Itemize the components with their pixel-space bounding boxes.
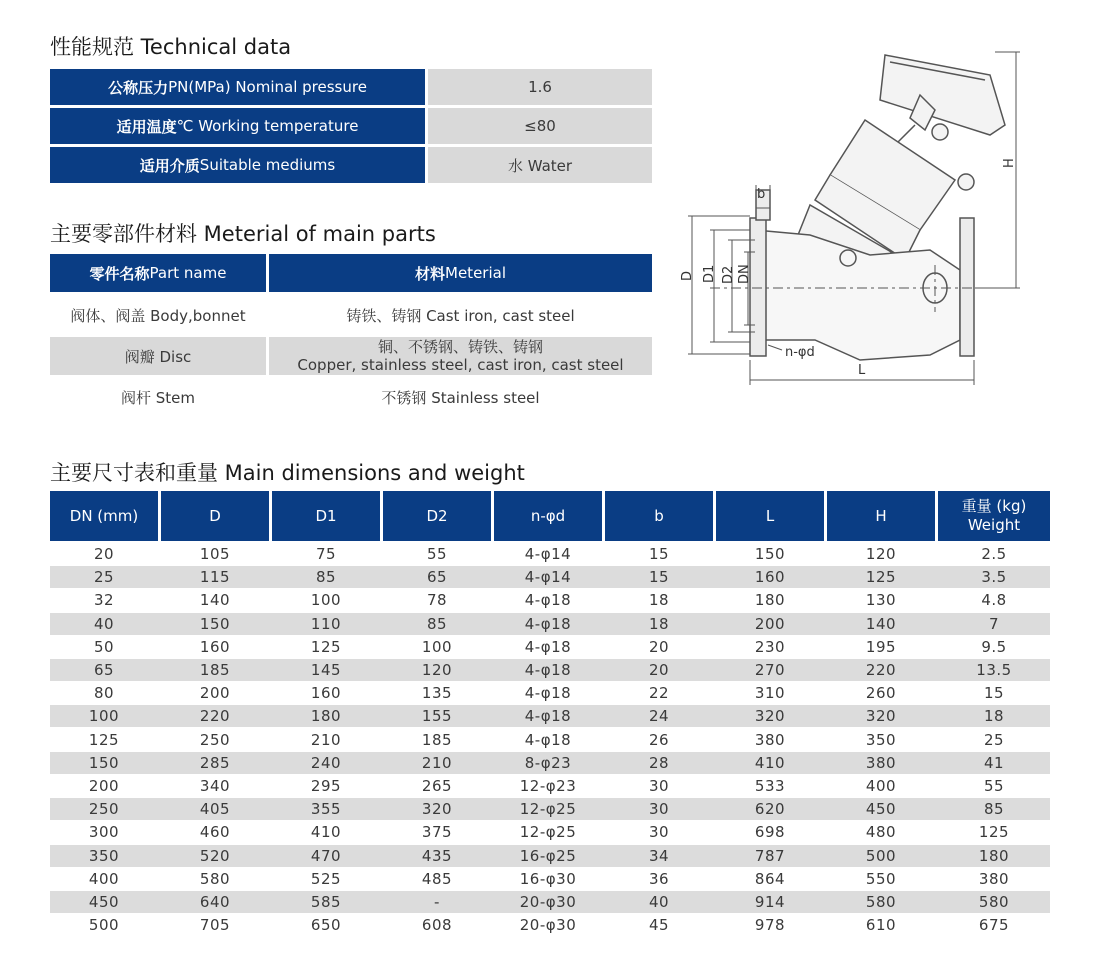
cell-l: 320 [754, 707, 786, 726]
cell-l: 200 [754, 614, 786, 633]
material-disc [269, 337, 652, 375]
col-header-d2: D2 [383, 491, 491, 541]
cell-d1: 75 [315, 545, 337, 563]
cell-weight: 25 [983, 730, 1005, 749]
col-header-weight-cn: 重量 (kg) [961, 497, 1027, 515]
technical-title: 性能规范 Technical data [50, 35, 292, 59]
cell-b: 26 [648, 730, 670, 749]
table-row [50, 589, 1050, 611]
cell-weight: 13.5 [976, 661, 1012, 679]
cell-dn: 25 [93, 568, 115, 587]
cell-weight: 9.5 [981, 637, 1007, 656]
table-row [50, 566, 1050, 588]
cell-d2: 120 [421, 661, 453, 679]
cell-weight: 380 [978, 869, 1010, 888]
cell-d: 705 [199, 916, 231, 935]
cell-d1: 525 [310, 869, 342, 888]
cell-l: 230 [754, 637, 786, 656]
material-header [269, 254, 652, 292]
cell-d2: 210 [421, 753, 453, 772]
temperature-label-en: ℃ Working temperature [176, 117, 359, 135]
cell-b: 18 [648, 614, 670, 633]
table-row [50, 659, 1050, 681]
cell-d2: 320 [421, 800, 453, 819]
cell-nd: 12-φ25 [519, 800, 577, 819]
cell-dn: 350 [88, 846, 120, 865]
cell-weight: 41 [983, 753, 1005, 772]
cell-d: 160 [199, 637, 231, 656]
cell-dn: 500 [88, 916, 120, 935]
table-row [50, 752, 1050, 774]
cell-d2: 135 [421, 684, 453, 703]
cell-l: 787 [754, 846, 786, 865]
cell-weight: 7 [988, 614, 1000, 633]
cell-b: 30 [648, 800, 670, 819]
cell-weight: 85 [983, 800, 1005, 819]
cell-weight: 180 [978, 846, 1010, 865]
cell-h: 400 [865, 777, 897, 795]
cell-h: 130 [865, 591, 897, 610]
table-row [50, 729, 1050, 751]
medium-value: 水 Water [428, 147, 652, 183]
cell-d1: 295 [310, 777, 342, 795]
col-header-l: L [716, 491, 824, 541]
material-disc-en: Copper, stainless steel, cast iron, cast steel [297, 356, 624, 374]
cell-d1: 145 [310, 661, 342, 679]
cell-d2: 78 [426, 591, 448, 610]
table-row [50, 891, 1050, 913]
dim-label-D: D [680, 270, 695, 281]
cell-dn: 125 [88, 730, 120, 749]
table-row [50, 613, 1050, 635]
cell-d: 185 [199, 661, 231, 679]
col-header-weight [938, 491, 1050, 541]
cell-d2: 55 [426, 545, 448, 563]
cell-d1: 85 [315, 568, 337, 587]
cell-d: 460 [199, 823, 231, 842]
cell-d: 580 [199, 869, 231, 888]
cell-d: 140 [199, 591, 231, 610]
dim-label-D2: D2 [721, 265, 736, 284]
cell-nd: 20-φ30 [519, 893, 577, 911]
cell-nd: 4-φ14 [524, 545, 572, 563]
cell-l: 410 [754, 753, 786, 772]
cell-l: 978 [754, 916, 786, 935]
cell-d2: 608 [421, 916, 453, 935]
cell-d2: 85 [426, 614, 448, 633]
pressure-label [50, 69, 425, 105]
cell-h: 380 [865, 753, 897, 772]
cell-nd: 4-φ18 [524, 637, 572, 656]
table-row [50, 775, 1050, 797]
cell-h: 120 [865, 545, 897, 563]
table-row [50, 821, 1050, 843]
col-header-h: H [827, 491, 935, 541]
table-row [50, 845, 1050, 867]
cell-nd: 4-φ14 [524, 568, 572, 587]
table-row [50, 798, 1050, 820]
cell-nd: 8-φ23 [524, 753, 572, 772]
cell-d: 115 [199, 568, 231, 587]
dim-label-D1: D1 [702, 264, 717, 283]
table-row [50, 682, 1050, 704]
cell-nd: 4-φ18 [524, 730, 572, 749]
cell-d1: 180 [310, 707, 342, 726]
cell-weight: 55 [983, 777, 1005, 795]
col-header-d1: D1 [272, 491, 380, 541]
cell-weight: 2.5 [981, 545, 1007, 563]
cell-weight: 675 [978, 916, 1010, 935]
cell-nd: 16-φ30 [519, 869, 577, 888]
cell-l: 698 [754, 823, 786, 842]
material-stem: 不锈钢 Stainless steel [381, 388, 540, 407]
part-name-header-cn: 零件名称 [89, 264, 150, 283]
cell-l: 864 [754, 869, 786, 888]
cell-l: 160 [754, 568, 786, 587]
cell-dn: 65 [93, 661, 115, 679]
cell-l: 914 [754, 893, 786, 911]
cell-d1: 355 [310, 800, 342, 819]
cell-b: 30 [648, 777, 670, 795]
cell-dn: 300 [88, 823, 120, 842]
temperature-label-cn: 适用温度 [116, 117, 177, 136]
cell-h: 450 [865, 800, 897, 819]
cell-dn: 50 [93, 637, 115, 656]
cell-nd: 4-φ18 [524, 707, 572, 726]
medium-label-en: Suitable mediums [199, 156, 336, 174]
cell-l: 620 [754, 800, 786, 819]
table-row [50, 914, 1050, 936]
cell-l: 180 [754, 591, 786, 610]
cell-dn: 40 [93, 614, 115, 633]
cell-h: 350 [865, 730, 897, 749]
part-stem: 阀杆 Stem [120, 388, 195, 407]
col-header-weight-en: Weight [967, 516, 1021, 534]
cell-nd: 4-φ18 [524, 591, 572, 610]
cell-b: 15 [648, 545, 670, 563]
table-row [50, 705, 1050, 727]
cell-b: 45 [648, 916, 670, 935]
cell-d1: 650 [310, 916, 342, 935]
cell-b: 20 [648, 661, 670, 679]
cell-dn: 32 [93, 591, 115, 610]
part-name-header-en: Part name [149, 264, 227, 282]
cell-d: 405 [199, 800, 231, 819]
dim-label-nd: n-φd [785, 345, 815, 360]
cell-d2: 155 [421, 707, 453, 726]
col-header-b: b [605, 491, 713, 541]
cell-weight: 18 [983, 707, 1005, 726]
dim-label-b: b [757, 187, 766, 202]
cell-dn: 150 [88, 753, 120, 772]
col-header-dn: DN (mm) [50, 491, 158, 541]
cell-h: 550 [865, 869, 897, 888]
material-header-en: Meterial [445, 264, 506, 282]
part-disc: 阀瓣 Disc [50, 337, 266, 375]
cell-h: 125 [865, 568, 897, 587]
cell-b: 34 [648, 846, 670, 865]
cell-l: 270 [754, 661, 786, 679]
cell-nd: 12-φ25 [519, 823, 577, 842]
pressure-label-en: PN(MPa) Nominal pressure [168, 78, 367, 96]
cell-d2: 65 [426, 568, 448, 587]
col-header-d: D [161, 491, 269, 541]
cell-d: 340 [199, 777, 231, 795]
cell-d1: 160 [310, 684, 342, 703]
cell-b: 30 [648, 823, 670, 842]
cell-h: 610 [865, 916, 897, 935]
cell-l: 533 [754, 777, 786, 795]
material-body-bonnet: 铸铁、铸钢 Cast iron, cast steel [346, 306, 575, 325]
cell-d1: 585 [310, 893, 342, 911]
cell-d1: 210 [310, 730, 342, 749]
cell-d2: - [434, 893, 440, 911]
cell-d1: 110 [310, 614, 342, 633]
cell-b: 22 [648, 684, 670, 703]
cell-weight: 580 [978, 893, 1010, 911]
cell-d2: 185 [421, 730, 453, 749]
cell-d2: 265 [421, 777, 453, 795]
cell-h: 260 [865, 684, 897, 703]
cell-d2: 485 [421, 869, 453, 888]
cell-h: 480 [865, 823, 897, 842]
cell-dn: 400 [88, 869, 120, 888]
cell-b: 18 [648, 591, 670, 610]
cell-d: 150 [199, 614, 231, 633]
cell-nd: 4-φ18 [524, 661, 572, 679]
table-row [50, 636, 1050, 658]
temperature-label [50, 108, 425, 144]
dim-label-DN: DN [737, 264, 752, 284]
dim-label-L: L [858, 363, 866, 378]
cell-nd: 4-φ18 [524, 614, 572, 633]
cell-d: 220 [199, 707, 231, 726]
cell-l: 150 [754, 545, 786, 563]
cell-d2: 100 [421, 637, 453, 656]
cell-b: 24 [648, 707, 670, 726]
cell-weight: 3.5 [981, 568, 1007, 587]
cell-d1: 100 [310, 591, 342, 610]
cell-h: 580 [865, 893, 897, 911]
pressure-label-cn: 公称压力 [108, 78, 169, 97]
cell-weight: 4.8 [981, 591, 1007, 610]
part-body-bonnet: 阀体、阀盖 Body,bonnet [70, 306, 246, 325]
cell-d1: 240 [310, 753, 342, 772]
cell-h: 320 [865, 707, 897, 726]
valve-diagram [670, 40, 1030, 400]
part-name-header [50, 254, 266, 292]
medium-label-cn: 适用介质 [139, 156, 200, 175]
material-header-cn: 材料 [415, 264, 446, 283]
table-row [50, 868, 1050, 890]
cell-nd: 4-φ18 [524, 684, 572, 703]
cell-dn: 450 [88, 893, 120, 911]
medium-label [50, 147, 425, 183]
cell-b: 20 [648, 637, 670, 656]
cell-d2: 435 [421, 846, 453, 865]
cell-d: 105 [199, 545, 231, 563]
cell-dn: 200 [88, 777, 120, 795]
cell-d: 250 [199, 730, 231, 749]
cell-nd: 12-φ23 [519, 777, 577, 795]
material-disc-cn: 铜、不锈钢、铸铁、铸钢 [377, 338, 543, 356]
cell-d: 200 [199, 684, 231, 703]
cell-d1: 410 [310, 823, 342, 842]
cell-b: 36 [648, 869, 670, 888]
cell-weight: 15 [983, 684, 1005, 703]
cell-b: 40 [648, 893, 670, 911]
cell-h: 500 [865, 846, 897, 865]
cell-nd: 20-φ30 [519, 916, 577, 935]
cell-d: 520 [199, 846, 231, 865]
cell-dn: 100 [88, 707, 120, 726]
cell-b: 28 [648, 753, 670, 772]
cell-l: 380 [754, 730, 786, 749]
dim-label-H: H [1002, 158, 1017, 168]
cell-dn: 20 [93, 545, 115, 563]
cell-h: 195 [865, 637, 897, 656]
cell-d: 285 [199, 753, 231, 772]
cell-b: 15 [648, 568, 670, 587]
cell-dn: 250 [88, 800, 120, 819]
cell-h: 140 [865, 614, 897, 633]
cell-weight: 125 [978, 823, 1010, 842]
cell-dn: 80 [93, 684, 115, 703]
cell-d1: 470 [310, 846, 342, 865]
cell-d1: 125 [310, 637, 342, 656]
cell-h: 220 [865, 661, 897, 679]
table-row [50, 543, 1050, 565]
col-header-nd: n-φd [494, 491, 602, 541]
dimensions-title: 主要尺寸表和重量 Main dimensions and weight [50, 461, 525, 485]
cell-nd: 16-φ25 [519, 846, 577, 865]
cell-d: 640 [199, 893, 231, 911]
cell-l: 310 [754, 684, 786, 703]
temperature-value: ≤80 [428, 108, 652, 144]
materials-title: 主要零部件材料 Meterial of main parts [50, 222, 436, 246]
pressure-value: 1.6 [428, 69, 652, 105]
cell-d2: 375 [421, 823, 453, 842]
